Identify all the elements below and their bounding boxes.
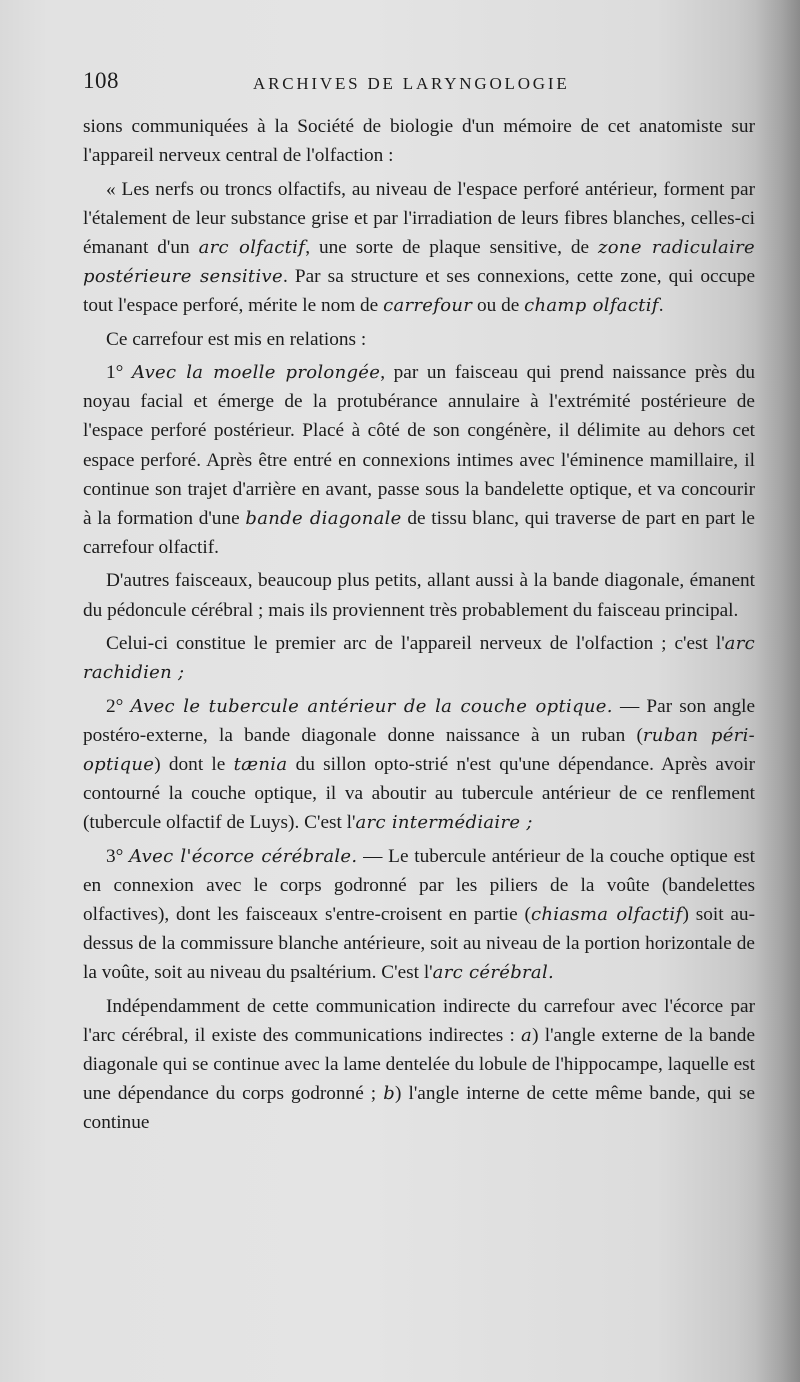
text-run: ) l'angle externe de la bande diagonale qui se continue avec la lame dentelée du lobule de l'hippocampe, laquelle est une dépendance du corps godronné ;: [83, 1024, 756, 1104]
paragraph: [83, 566, 755, 624]
italic-term: Avec le tubercule antérieur de la couche optique.: [130, 695, 613, 717]
paragraph: [83, 842, 755, 987]
italic-term: carrefour: [383, 295, 473, 317]
text-run: ou de: [472, 295, 525, 317]
running-title: ARCHIVES DE LARYNGOLOGIE: [253, 74, 570, 93]
text-run: Ce carrefour est mis en relations :: [106, 328, 367, 350]
italic-term: arc cérébral.: [432, 962, 555, 984]
italic-term: champ olfactif: [524, 295, 659, 317]
text-run: ) l'angle interne de cette même bande, qui se continue: [83, 1083, 756, 1134]
page-number: 108: [83, 68, 119, 93]
italic-term: bande diagonale: [245, 507, 402, 529]
text-run: , une sorte de plaque sensitive, de: [305, 236, 598, 258]
text-run: D'autres faisceaux, beaucoup plus petits, allant aussi à la bande diagonale, émanent du pédoncule cérébral ; mais ils proviennent très probablement du faisceau principal.: [83, 570, 755, 621]
text-run: 3°: [106, 845, 130, 867]
italic-term: b: [383, 1083, 396, 1104]
text-run: Indépendamment de cette communication indirecte du carrefour avec l'écorce par l'arc cérébral, il existe des communications indirectes :: [83, 995, 755, 1046]
page-header: [83, 68, 755, 102]
paragraph: [83, 692, 755, 837]
body-text: [83, 112, 755, 1142]
paragraph: [83, 629, 755, 687]
text-run: , par un faisceau qui prend naissance près du noyau facial et émerge de la protubérance annulaire à l'extrémité postérieure de l'espace perforé postérieur. Placé à côté de son congénère, il délimite au dehors cet espace perforé. Après être entré en connexions intimes avec l'éminence mamillaire, il continue son trajet d'arrière en avant, passe sous la bandelette optique, et va concourir à la formation d'une: [83, 362, 755, 529]
italic-term: arc rachidien ;: [83, 633, 755, 684]
italic-term: Avec la moelle prolongée: [132, 362, 381, 384]
italic-term: ruban péri-optique: [83, 724, 756, 775]
italic-term: a: [521, 1024, 533, 1046]
text-run: de tissu blanc, qui traverse de part en part le carrefour olfactif.: [83, 507, 755, 558]
text-run: ) soit au-dessus de la commissure blanche antérieure, soit au niveau de la portion horizontale de la voûte, soit au niveau du psaltérium. C'est l': [83, 903, 755, 984]
paragraph: [83, 112, 755, 170]
text-run: . Par sa structure et ses connexions, cette zone, qui occupe tout l'espace perforé, mérite le nom de: [83, 265, 756, 317]
paragraph: [83, 325, 755, 354]
text-run: sions communiquées à la Société de biologie d'un mémoire de cet anatomiste sur l'appareil nerveux central de l'olfaction :: [83, 116, 755, 167]
italic-term: zone radiculaire postérieure sensitive: [83, 236, 755, 287]
italic-term: tænia: [233, 753, 288, 775]
italic-term: arc intermédiaire ;: [355, 812, 533, 834]
text-run: — Par son angle postéro-externe, la bande diagonale donne naissance à un ruban (: [83, 695, 756, 746]
text-run: ) dont le: [154, 753, 234, 775]
paragraph: [83, 992, 755, 1137]
binding-shadow: [755, 0, 800, 1382]
text-run: « Les nerfs ou troncs olfactifs, au niveau de l'espace perforé antérieur, forment par l'étalement de leur substance grise et par l'irradiation de leurs fibres blanches, celles-ci émanant d'un: [83, 178, 755, 258]
text-run: Celui-ci constitue le premier arc de l'appareil nerveux de l'olfaction ; c'est l': [106, 633, 725, 655]
paragraph: [83, 175, 755, 320]
text-run: 2°: [106, 695, 131, 717]
text-run: 1°: [106, 362, 132, 384]
italic-term: arc olfactif: [198, 236, 306, 258]
text-run: — Le tubercule antérieur de la couche optique est en connexion avec le corps godronné par les piliers de la voûte (bandelettes olfactives), dont les faisceaux s'entre-croisent en partie (: [83, 845, 755, 925]
paragraph: [83, 358, 755, 562]
italic-term: Avec l'écorce cérébrale.: [129, 845, 358, 867]
text-run: .: [658, 295, 664, 317]
text-run: du sillon opto-strié n'est qu'une dépendance. Après avoir contourné la couche optique, il va aboutir au tubercule antérieur de ce renflement (tubercule olfactif de Luys). C'est l': [83, 753, 756, 834]
italic-term: chiasma olfactif: [530, 903, 683, 925]
